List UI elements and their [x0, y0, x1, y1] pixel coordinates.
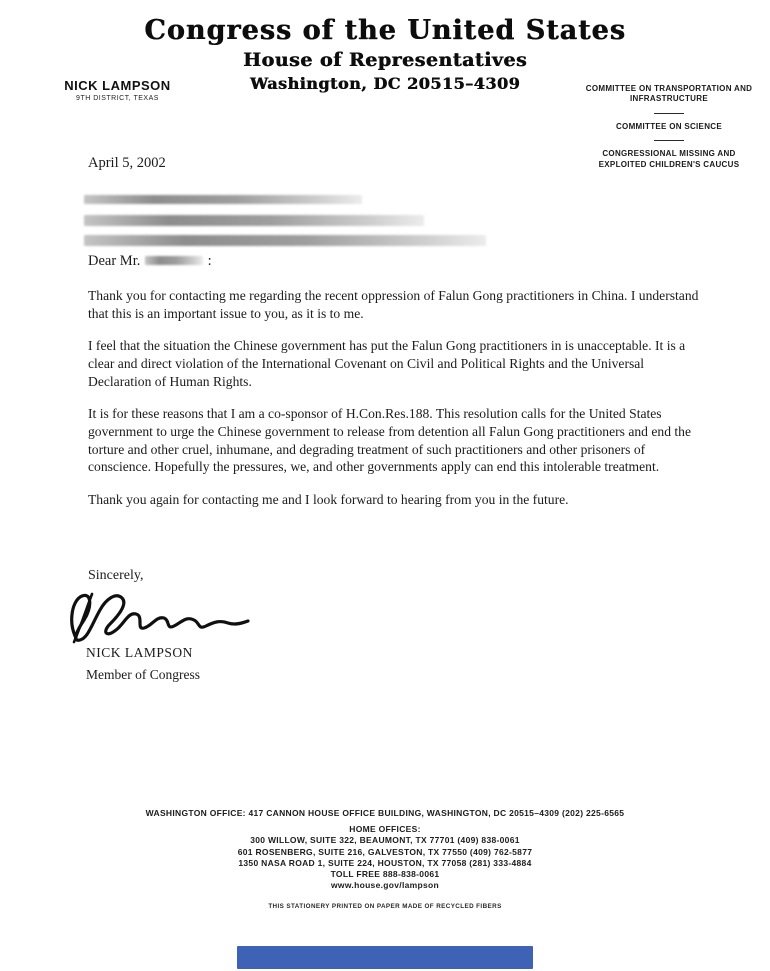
letterhead-congress: Congress of the United States — [144, 15, 626, 46]
home-office-line: 300 WILLOW, SUITE 322, BEAUMONT, TX 77701 (409) 838-0061 — [250, 835, 520, 846]
redaction-bar-blue — [237, 946, 533, 969]
redaction-bar — [84, 235, 486, 246]
paragraph: It is for these reasons that I am a co-sponsor of H.Con.Res.188. This resolution calls for the United States government to urge the Chinese government to release from detention all Falun Gong practitioners and end the torture and other cruel, inhumane, and degrading treatment of such practitioners and other prisoners of conscience. Hopefully the pressures, we, and other governments apply can end this intolerable treatment. — [88, 406, 691, 475]
home-offices-label: HOME OFFICES: — [349, 824, 421, 835]
redaction-bar-name — [145, 256, 203, 265]
paragraph: I feel that the situation the Chinese government has put the Falun Gong practitioners in is unacceptable. It is a clear and direct violation of the International Covenant on Civil and Political Rights and the Universal Declaration of Human Rights. — [88, 338, 686, 389]
salutation-prefix: Dear Mr. — [88, 253, 141, 269]
committee-item: CONGRESSIONAL MISSING AND EXPLOITED CHILDREN'S CAUCUS — [598, 149, 740, 169]
signature-ink — [62, 588, 262, 646]
letterhead-address: Washington, DC 20515–4309 — [249, 74, 521, 94]
member-name: NICK LAMPSON — [64, 78, 171, 93]
letter-date: April 5, 2002 — [88, 155, 166, 171]
signer-name: NICK LAMPSON — [86, 645, 193, 660]
redaction-bar — [84, 195, 362, 204]
recipient-address-redacted — [84, 195, 486, 246]
home-office-line: 1350 NASA ROAD 1, SUITE 224, HOUSTON, TX 77058 (281) 333-4884 — [238, 857, 532, 868]
paragraph: Thank you again for contacting me and I look forward to hearing from you in the future. — [88, 492, 569, 508]
committee-divider — [654, 140, 684, 141]
salutation — [88, 253, 212, 270]
signer-title: Member of Congress — [86, 667, 200, 682]
committee-divider — [654, 113, 684, 114]
redaction-bar — [84, 215, 424, 226]
letterhead-house: House of Representatives — [242, 48, 528, 71]
footer — [0, 808, 770, 910]
salutation-suffix: : — [207, 253, 212, 269]
paragraph: Thank you for contacting me regarding the recent oppression of Falun Gong practitioners in China. I understand that this is an important issue to you, as it is to me. — [88, 288, 699, 321]
washington-office-line: WASHINGTON OFFICE: 417 CANNON HOUSE OFFICE BUILDING, WASHINGTON, DC 20515–4309 (202) 225-6565 — [145, 808, 625, 818]
committee-list — [583, 84, 755, 170]
member-district: 9TH DISTRICT, TEXAS — [76, 95, 159, 102]
website-line: www.house.gov/lampson — [331, 880, 439, 891]
home-office-line: 601 ROSENBERG, SUITE 216, GALVESTON, TX 77550 (409) 762-5877 — [237, 846, 533, 857]
closing: Sincerely, — [88, 568, 144, 583]
toll-free-line: TOLL FREE 888-838-0061 — [330, 869, 440, 880]
handwritten-signature — [62, 588, 262, 646]
member-identity-block — [30, 78, 205, 102]
committee-item: COMMITTEE ON TRANSPORTATION AND INFRASTRUCTURE — [585, 84, 753, 104]
stationery-note: THIS STATIONERY PRINTED ON PAPER MADE OF RECYCLED FIBERS — [268, 902, 502, 910]
letter-body — [88, 287, 706, 524]
committee-item: COMMITTEE ON SCIENCE — [615, 121, 722, 131]
